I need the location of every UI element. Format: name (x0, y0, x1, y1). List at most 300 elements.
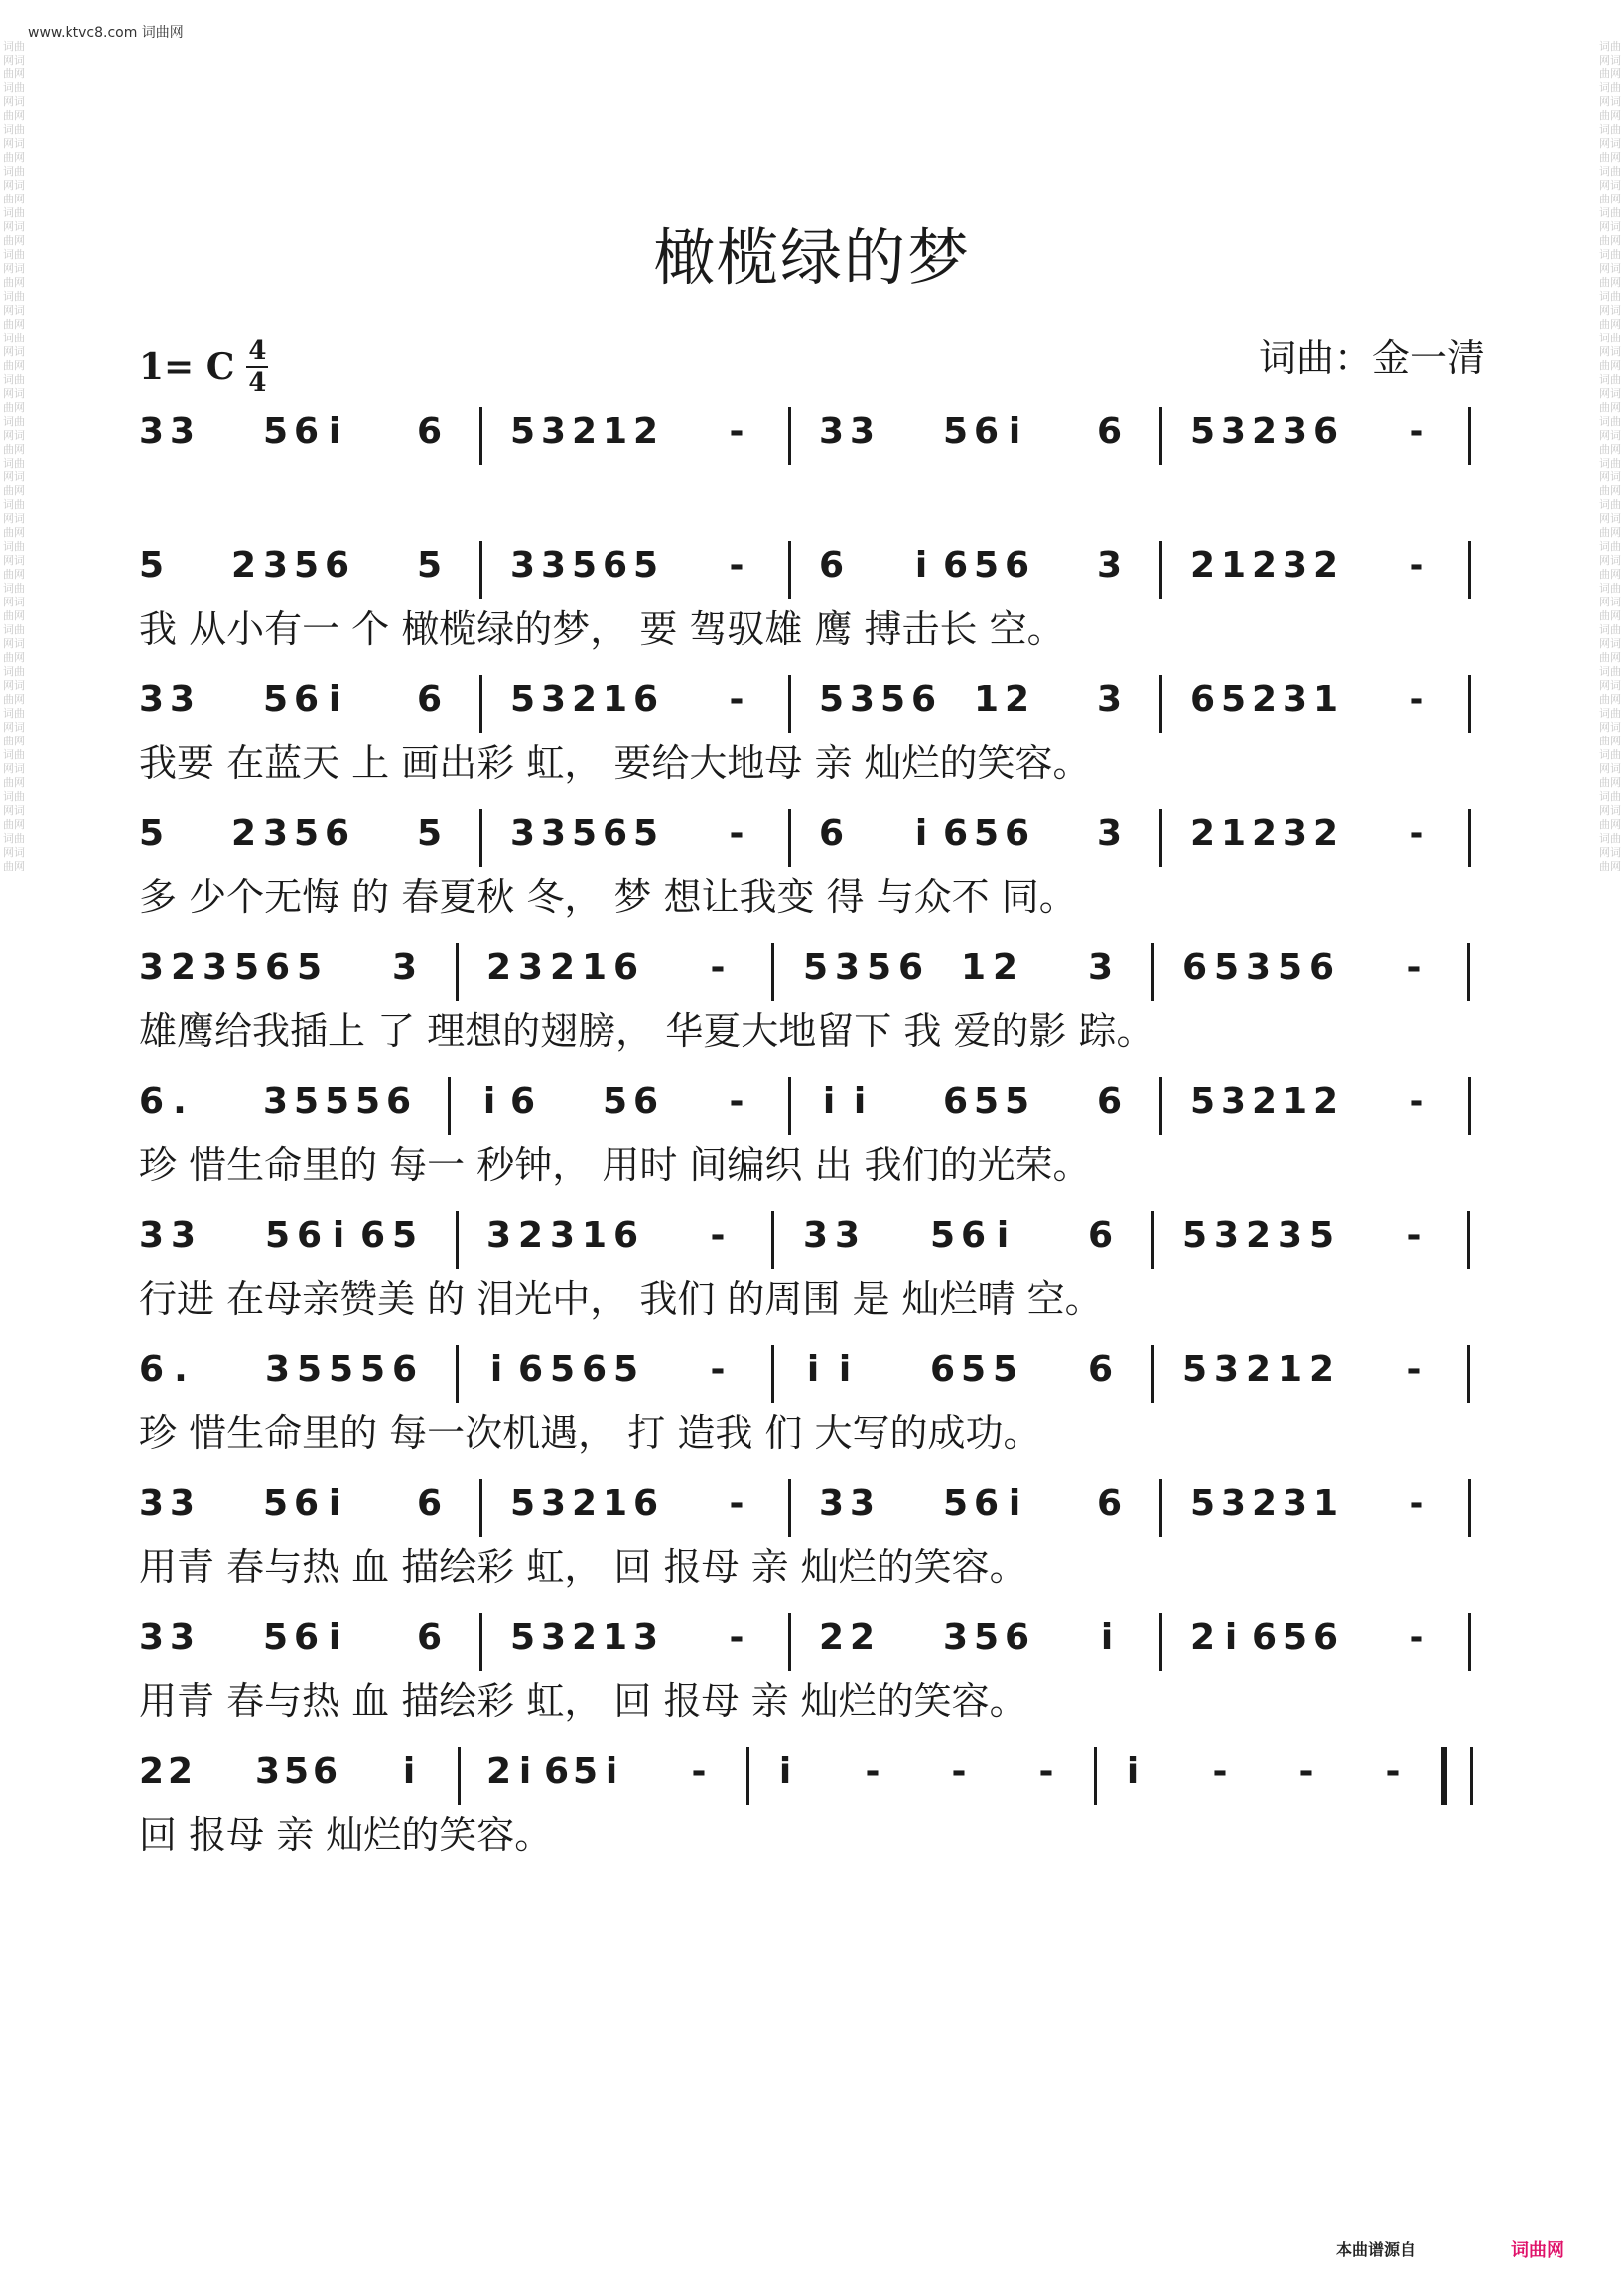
note: 5 (803, 947, 829, 988)
note: - (729, 813, 744, 854)
note: 3 (170, 679, 196, 720)
score-row (139, 1345, 1499, 1464)
note: 5 (974, 1617, 1000, 1658)
note: 5 (993, 1349, 1018, 1390)
key-label: 1= C (139, 346, 235, 388)
note: - (729, 545, 744, 586)
note: 5 (943, 1483, 969, 1524)
bar-line (479, 407, 482, 465)
note: 2 (486, 947, 512, 988)
note: 6 (582, 1349, 608, 1390)
note: i (328, 411, 341, 452)
note: 5 (263, 411, 289, 452)
note: 2 (1246, 1215, 1272, 1256)
note: 5 (294, 545, 320, 586)
lyrics-text: 行进 在母亲赞美 的 泪光中， 我们 的周围 是 灿烂晴 空。 (139, 1277, 1103, 1321)
note: 1 (961, 947, 987, 988)
note: 5 (1190, 411, 1216, 452)
bar-line (1151, 1345, 1154, 1403)
bar-line (1467, 1345, 1470, 1403)
note: 6 (417, 1617, 443, 1658)
note: 5 (1283, 1617, 1308, 1658)
note: 3 (835, 947, 861, 988)
note: 3 (1088, 947, 1114, 988)
side-watermark-left: 词曲网词曲网词曲网词曲网词曲网词曲网词曲网词曲网词曲网词曲网词曲网词曲网词曲网词曲网词曲网词曲网词曲网词曲网词曲网词曲网词曲网词曲网词曲网词曲网词曲网词曲网词曲网词曲网词曲网词曲网词曲网词曲网词曲网词曲网词曲网词曲网词曲网词曲网词曲网词曲网 (3, 40, 25, 872)
note: 5 (613, 1349, 639, 1390)
note: 3 (541, 545, 567, 586)
note: 1 (1313, 679, 1339, 720)
note: 5 (263, 1617, 289, 1658)
note: 2 (572, 679, 598, 720)
bar-line (479, 675, 482, 733)
note: 3 (1283, 545, 1308, 586)
bar-line (788, 675, 791, 733)
note: 6 (1309, 947, 1335, 988)
note: 6 (943, 1081, 969, 1122)
lyrics-text: 我 从小有一 个 橄榄绿的梦， 要 驾驭雄 鹰 搏击长 空。 (139, 607, 1065, 651)
notes-line (139, 809, 1499, 869)
note: 6 (1313, 411, 1339, 452)
note: 2 (1246, 1349, 1272, 1390)
note: 6 (974, 411, 1000, 452)
note: 5 (139, 813, 165, 854)
note: 2 (1252, 813, 1278, 854)
bar-line (771, 943, 774, 1001)
note: 5 (1182, 1349, 1208, 1390)
note: 6 (1097, 1081, 1123, 1122)
note: 5 (573, 1751, 599, 1792)
note: 3 (1246, 947, 1272, 988)
note: 5 (510, 1483, 536, 1524)
note: - (1409, 411, 1424, 452)
note: 6 (1097, 1483, 1123, 1524)
note: - (729, 1483, 744, 1524)
note: 2 (1252, 679, 1278, 720)
notes-line (139, 1345, 1499, 1405)
note: 1 (1283, 1081, 1308, 1122)
bar-line (1468, 407, 1471, 465)
note: - (729, 1617, 744, 1658)
note: 3 (1221, 1483, 1247, 1524)
note: 2 (1313, 813, 1339, 854)
lyrics-text: 多 少个无悔 的 春夏秋 冬， 梦 想让我变 得 与众不 同。 (139, 875, 1077, 919)
note: 1 (582, 947, 608, 988)
bar-line (1468, 541, 1471, 599)
note: 5 (355, 1081, 381, 1122)
note: 6 (1182, 947, 1208, 988)
note: 5 (1309, 1215, 1335, 1256)
note: 6 (417, 1483, 443, 1524)
note: 3 (1283, 679, 1308, 720)
lyrics-line (139, 1673, 1499, 1732)
note: 3 (803, 1215, 829, 1256)
note: 5 (1005, 1081, 1030, 1122)
score-row (139, 407, 1499, 467)
note: 3 (1221, 1081, 1247, 1122)
note: 3 (1278, 1215, 1303, 1256)
note: - (865, 1751, 880, 1792)
lyrics-line (139, 1405, 1499, 1464)
note: 5 (974, 545, 1000, 586)
note: i (914, 813, 928, 854)
note: 6 (1005, 545, 1030, 586)
note: 6 (633, 1081, 659, 1122)
note: 5 (294, 1081, 320, 1122)
note: 2 (1190, 545, 1216, 586)
notes-line (139, 541, 1499, 601)
note: 5 (943, 411, 969, 452)
note: 3 (170, 1617, 196, 1658)
note: 5 (417, 545, 443, 586)
lyrics-text: 用青 春与热 血 描绘彩 虹， 回 报母 亲 灿烂的笑容。 (139, 1545, 1027, 1589)
note: 6 (603, 813, 628, 854)
note: 6 (613, 947, 639, 988)
note: i (328, 679, 341, 720)
note: 6 (386, 1081, 412, 1122)
bar-line (1468, 809, 1471, 867)
bar-line (1159, 407, 1162, 465)
note: 2 (850, 1617, 876, 1658)
note: - (1298, 1751, 1314, 1792)
note: i (605, 1751, 618, 1792)
note: 2 (231, 813, 257, 854)
note: 3 (1097, 545, 1123, 586)
note: i (1100, 1617, 1114, 1658)
lyrics-text: 珍 惜生命里的 每一 秒钟， 用时 间编织 出 我们的光荣。 (139, 1143, 1091, 1187)
note: 3 (541, 411, 567, 452)
note: 2 (572, 1483, 598, 1524)
note: - (1038, 1751, 1054, 1792)
note: 6 (633, 679, 659, 720)
note: 3 (541, 1483, 567, 1524)
note: 5 (325, 1081, 350, 1122)
note: 6 (961, 1215, 987, 1256)
note: 5 (1190, 1081, 1216, 1122)
note: 6 (943, 813, 969, 854)
note: 5 (294, 813, 320, 854)
note: 3 (510, 813, 536, 854)
notes-line (139, 943, 1499, 1003)
note: 5 (930, 1215, 956, 1256)
note: 6 (1252, 1617, 1278, 1658)
lyrics-line (139, 1137, 1499, 1196)
notes-line (139, 1211, 1499, 1271)
note: 6 (325, 545, 350, 586)
note: 2 (1313, 1081, 1339, 1122)
note: 3 (265, 1349, 291, 1390)
score-row (139, 675, 1499, 794)
bar-line (1468, 1077, 1471, 1135)
note: 6 (603, 545, 628, 586)
note: 6 (930, 1349, 956, 1390)
note: 3 (1097, 679, 1123, 720)
lyrics-text: 回 报母 亲 灿烂的笑容。 (139, 1813, 553, 1857)
note: 3 (139, 1483, 165, 1524)
note: 1 (603, 679, 628, 720)
note: 3 (171, 1215, 197, 1256)
note: 6 (139, 1081, 165, 1122)
note: 2 (550, 947, 576, 988)
note: 2 (1313, 545, 1339, 586)
note: 5 (633, 545, 659, 586)
note: - (710, 947, 726, 988)
note: 3 (541, 1617, 567, 1658)
notes-line (139, 1077, 1499, 1137)
bar-line (1468, 1613, 1471, 1671)
note: i (778, 1751, 792, 1792)
bar-line (479, 1479, 482, 1537)
score-row (139, 809, 1499, 928)
note: 6 (417, 679, 443, 720)
note: 3 (850, 679, 876, 720)
note: 3 (139, 1215, 165, 1256)
note: 3 (850, 411, 876, 452)
note: 6 (510, 1081, 536, 1122)
bar-line (1159, 541, 1162, 599)
note: 6 (898, 947, 924, 988)
note: 3 (1214, 1349, 1240, 1390)
lyrics-line (139, 1539, 1499, 1598)
note: 2 (1190, 1617, 1216, 1658)
note: 3 (170, 1483, 196, 1524)
lyrics-text: 用青 春与热 血 描绘彩 虹， 回 报母 亲 灿烂的笑容。 (139, 1679, 1027, 1723)
bar-line (456, 943, 459, 1001)
note: i (1224, 1617, 1238, 1658)
note: i (482, 1081, 496, 1122)
note: 5 (263, 1483, 289, 1524)
note: 5 (880, 679, 906, 720)
lyrics-text: 珍 惜生命里的 每一次机遇， 打 造我 们 大写的成功。 (139, 1411, 1041, 1455)
notes-line (139, 675, 1499, 735)
bar-line (1159, 1077, 1162, 1135)
notes-line (139, 1747, 1499, 1807)
note: 1 (603, 411, 628, 452)
note: 3 (203, 947, 228, 988)
note: i (489, 1349, 503, 1390)
note: i (332, 1215, 345, 1256)
note: 1 (1221, 545, 1247, 586)
note: 5 (510, 411, 536, 452)
bar-line (479, 1613, 482, 1671)
note: 5 (297, 1349, 323, 1390)
note: 5 (633, 813, 659, 854)
footer-text: 本曲谱源自 (1335, 2240, 1416, 2259)
note: 5 (867, 947, 892, 988)
note: 5 (265, 1215, 291, 1256)
bar-line (1151, 1211, 1154, 1269)
note: 3 (263, 1081, 289, 1122)
bar-line (788, 1077, 791, 1135)
note: 6 (297, 1215, 323, 1256)
score-row (139, 1479, 1499, 1598)
note: 2 (993, 947, 1018, 988)
lyrics-line (139, 1807, 1499, 1866)
note: 6 (911, 679, 937, 720)
lyrics-text: 我要 在蓝天 上 画出彩 虹， 要给大地母 亲 灿烂的笑容。 (139, 741, 1091, 785)
score-row (139, 1613, 1499, 1732)
note: - (951, 1751, 967, 1792)
note: 2 (1005, 679, 1030, 720)
note: 3 (263, 545, 289, 586)
note: 2 (486, 1751, 512, 1792)
note: - (729, 679, 744, 720)
bar-line (448, 1077, 451, 1135)
note: 2 (171, 947, 197, 988)
score-row (139, 541, 1499, 660)
score-row (139, 943, 1499, 1062)
note: 2 (572, 1617, 598, 1658)
note: - (1409, 679, 1424, 720)
note: 2 (231, 545, 257, 586)
lyrics-line (139, 869, 1499, 928)
note: i (328, 1617, 341, 1658)
bar-line (788, 541, 791, 599)
bar-line (788, 809, 791, 867)
bar-line (1468, 1479, 1471, 1537)
bar-line (458, 1747, 461, 1805)
note: i (838, 1349, 852, 1390)
note: 6 (325, 813, 350, 854)
lyrics-line (139, 601, 1499, 660)
note: 6 (294, 679, 320, 720)
lyrics-line (139, 1003, 1499, 1062)
note: 5 (974, 813, 1000, 854)
note: 5 (572, 813, 598, 854)
note: 1 (603, 1483, 628, 1524)
note: - (691, 1751, 707, 1792)
note: 5 (417, 813, 443, 854)
note: 3 (1221, 411, 1247, 452)
note: 5 (284, 1751, 310, 1792)
note: - (710, 1215, 726, 1256)
page-title: 橄榄绿的梦 (652, 221, 971, 294)
note: 3 (510, 545, 536, 586)
note: 3 (850, 1483, 876, 1524)
note: - (710, 1349, 726, 1390)
bar-line (788, 407, 791, 465)
note: 6 (1005, 1617, 1030, 1658)
score-row (139, 1747, 1499, 1866)
lyrics-line (139, 1271, 1499, 1330)
bar-line (456, 1345, 459, 1403)
note: 1 (1313, 1483, 1339, 1524)
note: 1 (1278, 1349, 1303, 1390)
note: 3 (139, 1617, 165, 1658)
bar-line (1468, 675, 1471, 733)
note: 3 (835, 1215, 861, 1256)
note: 6 (313, 1751, 338, 1792)
note: 6 (294, 1617, 320, 1658)
note: i (328, 1483, 341, 1524)
note: 5 (139, 545, 165, 586)
bar-line (788, 1613, 791, 1671)
note: i (996, 1215, 1010, 1256)
bar-line (1470, 1747, 1473, 1805)
note: 3 (255, 1751, 281, 1792)
note: 2 (633, 411, 659, 452)
key-signature (139, 337, 268, 397)
bar-line (788, 1479, 791, 1537)
note: 3 (550, 1215, 576, 1256)
note: i (853, 1081, 867, 1122)
note: . (174, 1349, 188, 1390)
note: - (1385, 1751, 1401, 1792)
note: 2 (1252, 545, 1278, 586)
note: 5 (819, 679, 845, 720)
note: - (1409, 545, 1424, 586)
note: - (1406, 1349, 1421, 1390)
note: 5 (263, 679, 289, 720)
note: 2 (518, 1215, 544, 1256)
note: 3 (541, 679, 567, 720)
note: 6 (1005, 813, 1030, 854)
note: 6 (139, 1349, 165, 1390)
note: - (1409, 813, 1424, 854)
note: - (1409, 1617, 1424, 1658)
note: - (1406, 1215, 1421, 1256)
note: 3 (139, 411, 165, 452)
bar-line (456, 1211, 459, 1269)
note: 5 (1221, 679, 1247, 720)
note: 6 (518, 1349, 544, 1390)
bar-line (1441, 1747, 1447, 1805)
note: 6 (633, 1483, 659, 1524)
note: 5 (510, 1617, 536, 1658)
bar-line (746, 1747, 749, 1805)
note: 2 (1309, 1349, 1335, 1390)
note: i (914, 545, 928, 586)
note: 6 (819, 813, 845, 854)
note: . (173, 1081, 187, 1122)
site-url[interactable]: www.ktvc8.com 词曲网 (28, 25, 184, 41)
note: 1 (974, 679, 1000, 720)
note: 3 (1283, 1483, 1308, 1524)
note: 2 (1252, 1081, 1278, 1122)
note: 6 (943, 545, 969, 586)
note: 3 (263, 813, 289, 854)
note: 6 (1088, 1349, 1114, 1390)
note: 6 (974, 1483, 1000, 1524)
footer-logo[interactable]: 词曲网 (1511, 2240, 1564, 2261)
note: 3 (518, 947, 544, 988)
note: 3 (819, 411, 845, 452)
lyrics-line (139, 735, 1499, 794)
note: 2 (168, 1751, 194, 1792)
bar-line (771, 1345, 774, 1403)
notes-line (139, 407, 1499, 467)
bar-line (1159, 675, 1162, 733)
lyrics-text: 雄鹰给我插上 了 理想的翅膀， 华夏大地留下 我 爱的影 踪。 (139, 1009, 1154, 1053)
note: 5 (510, 679, 536, 720)
note: 5 (1278, 947, 1303, 988)
bar-line (479, 541, 482, 599)
side-watermark-right: 词曲网词曲网词曲网词曲网词曲网词曲网词曲网词曲网词曲网词曲网词曲网词曲网词曲网词曲网词曲网词曲网词曲网词曲网词曲网词曲网词曲网词曲网词曲网词曲网词曲网词曲网词曲网词曲网词曲网词曲网词曲网词曲网词曲网词曲网词曲网词曲网词曲网词曲网词曲网词曲网 (1599, 40, 1621, 872)
note: 6 (1313, 1617, 1339, 1658)
note: i (518, 1751, 532, 1792)
note: - (729, 1081, 744, 1122)
note: 6 (1097, 411, 1123, 452)
bar-line (1467, 1211, 1470, 1269)
note: 1 (603, 1617, 628, 1658)
note: - (1409, 1081, 1424, 1122)
score-row (139, 1077, 1499, 1196)
bar-line (1094, 1747, 1097, 1805)
note: 5 (329, 1349, 354, 1390)
note: 2 (572, 411, 598, 452)
note: 3 (139, 679, 165, 720)
note: 1 (1221, 813, 1247, 854)
note: 6 (294, 411, 320, 452)
